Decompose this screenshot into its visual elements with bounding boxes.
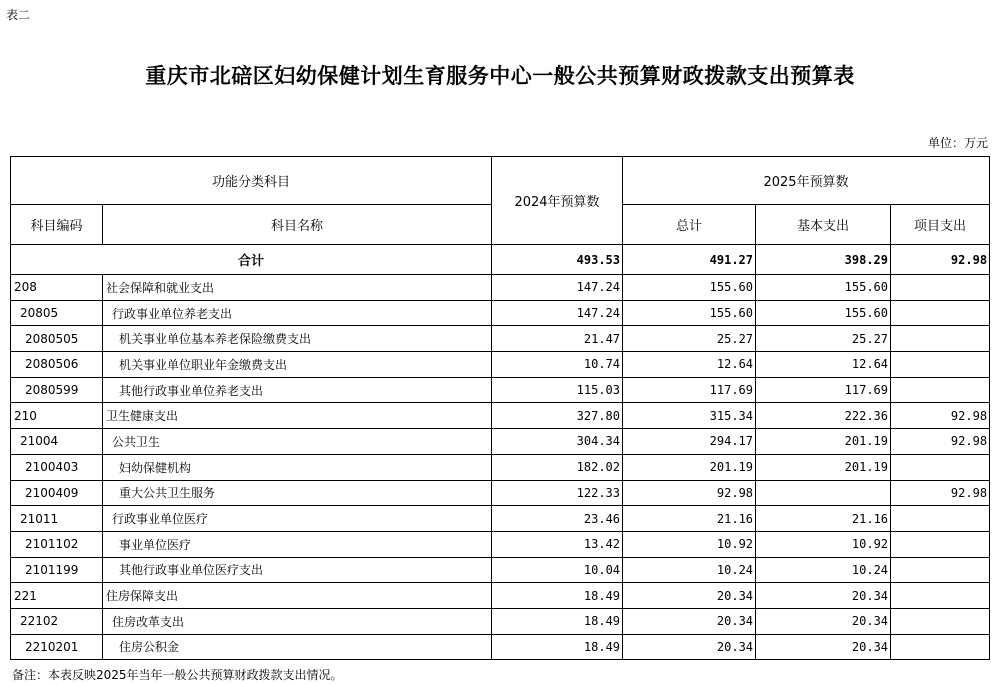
table-row <box>11 634 990 660</box>
basic-expense-cell <box>756 480 891 506</box>
budget-2024-cell: 147.24 <box>492 300 623 326</box>
subject-name-cell: 公共卫生 <box>103 429 492 455</box>
subject-code-cell: 2080505 <box>11 326 103 352</box>
total-project: 92.98 <box>891 245 990 275</box>
table-number-label: 表二 <box>6 8 31 22</box>
total-label: 合计 <box>11 245 492 275</box>
subject-code-cell: 2100403 <box>11 454 103 480</box>
total-cell: 315.34 <box>623 403 756 429</box>
subject-name-cell: 住房公积金 <box>103 634 492 660</box>
total-cell: 155.60 <box>623 300 756 326</box>
total-cell: 20.34 <box>623 608 756 634</box>
project-expense-cell <box>891 608 990 634</box>
budget-2024-cell: 147.24 <box>492 275 623 301</box>
project-expense-cell <box>891 326 990 352</box>
project-expense-cell <box>891 531 990 557</box>
project-expense-cell <box>891 275 990 301</box>
subject-name-cell: 行政事业单位医疗 <box>103 506 492 532</box>
budget-2024-cell: 18.49 <box>492 583 623 609</box>
project-expense-cell <box>891 583 990 609</box>
table-row <box>11 429 990 455</box>
subject-name-cell: 其他行政事业单位养老支出 <box>103 377 492 403</box>
subject-code-cell: 21011 <box>11 506 103 532</box>
basic-expense-cell: 20.34 <box>756 634 891 660</box>
budget-table <box>10 156 990 660</box>
table-row <box>11 608 990 634</box>
project-expense-cell <box>891 634 990 660</box>
total-cell: 25.27 <box>623 326 756 352</box>
project-expense-header: 项目支出 <box>891 205 990 245</box>
subject-name-cell: 妇幼保健机构 <box>103 454 492 480</box>
budget-2024-header: 2024年预算数 <box>492 157 623 245</box>
budget-2024-cell: 10.74 <box>492 352 623 378</box>
subject-name-cell: 住房改革支出 <box>103 608 492 634</box>
budget-2024-cell: 10.04 <box>492 557 623 583</box>
subject-code-cell: 221 <box>11 583 103 609</box>
subject-code-cell: 2210201 <box>11 634 103 660</box>
table-row <box>11 531 990 557</box>
table-row <box>11 403 990 429</box>
subject-name-cell: 社会保障和就业支出 <box>103 275 492 301</box>
table-row <box>11 377 990 403</box>
subject-code-cell: 21004 <box>11 429 103 455</box>
table-row <box>11 352 990 378</box>
project-expense-cell <box>891 300 990 326</box>
total-cell: 20.34 <box>623 634 756 660</box>
budget-2024-cell: 18.49 <box>492 634 623 660</box>
footnote: 备注：本表反映2025年当年一般公共预算财政拨款支出情况。 <box>12 668 343 682</box>
subject-code-cell: 208 <box>11 275 103 301</box>
budget-2024-cell: 327.80 <box>492 403 623 429</box>
budget-2025-header: 2025年预算数 <box>623 157 990 205</box>
total-total: 491.27 <box>623 245 756 275</box>
subject-code-cell: 20805 <box>11 300 103 326</box>
total-cell: 10.24 <box>623 557 756 583</box>
basic-expense-cell: 10.24 <box>756 557 891 583</box>
unit-label: 单位：万元 <box>927 136 988 150</box>
functional-category-header: 功能分类科目 <box>11 157 492 205</box>
budget-2024-cell: 115.03 <box>492 377 623 403</box>
subject-code-cell: 210 <box>11 403 103 429</box>
budget-2024-cell: 182.02 <box>492 454 623 480</box>
subject-name-cell: 行政事业单位养老支出 <box>103 300 492 326</box>
total-cell: 12.64 <box>623 352 756 378</box>
basic-expense-cell: 20.34 <box>756 583 891 609</box>
subject-name-cell: 事业单位医疗 <box>103 531 492 557</box>
basic-expense-header: 基本支出 <box>756 205 891 245</box>
basic-expense-cell: 20.34 <box>756 608 891 634</box>
subject-name-cell: 住房保障支出 <box>103 583 492 609</box>
project-expense-cell <box>891 454 990 480</box>
total-cell: 294.17 <box>623 429 756 455</box>
subject-code-cell: 2080599 <box>11 377 103 403</box>
subject-name-header: 科目名称 <box>103 205 492 245</box>
total-cell: 92.98 <box>623 480 756 506</box>
basic-expense-cell: 117.69 <box>756 377 891 403</box>
subject-name-cell: 重大公共卫生服务 <box>103 480 492 506</box>
table-row <box>11 583 990 609</box>
basic-expense-cell: 21.16 <box>756 506 891 532</box>
budget-2024-cell: 304.34 <box>492 429 623 455</box>
subject-code-cell: 2101199 <box>11 557 103 583</box>
project-expense-cell <box>891 377 990 403</box>
subject-name-cell: 其他行政事业单位医疗支出 <box>103 557 492 583</box>
total-cell: 117.69 <box>623 377 756 403</box>
table-row <box>11 454 990 480</box>
table-row <box>11 557 990 583</box>
table-row <box>11 480 990 506</box>
subject-name-cell: 卫生健康支出 <box>103 403 492 429</box>
total-cell: 201.19 <box>623 454 756 480</box>
basic-expense-cell: 25.27 <box>756 326 891 352</box>
total-cell: 21.16 <box>623 506 756 532</box>
budget-2024-cell: 122.33 <box>492 480 623 506</box>
table-row <box>11 506 990 532</box>
basic-expense-cell: 201.19 <box>756 429 891 455</box>
total-cell: 10.92 <box>623 531 756 557</box>
basic-expense-cell: 155.60 <box>756 275 891 301</box>
subject-name-cell: 机关事业单位职业年金缴费支出 <box>103 352 492 378</box>
subject-name-cell: 机关事业单位基本养老保险缴费支出 <box>103 326 492 352</box>
budget-2024-cell: 13.42 <box>492 531 623 557</box>
project-expense-cell <box>891 557 990 583</box>
project-expense-cell <box>891 352 990 378</box>
budget-2024-cell: 18.49 <box>492 608 623 634</box>
total-header: 总计 <box>623 205 756 245</box>
table-row <box>11 326 990 352</box>
basic-expense-cell: 12.64 <box>756 352 891 378</box>
basic-expense-cell: 155.60 <box>756 300 891 326</box>
total-cell: 20.34 <box>623 583 756 609</box>
total-row <box>11 245 990 275</box>
subject-code-cell: 2080506 <box>11 352 103 378</box>
total-b2024: 493.53 <box>492 245 623 275</box>
subject-code-cell: 2100409 <box>11 480 103 506</box>
basic-expense-cell: 10.92 <box>756 531 891 557</box>
table-row <box>11 275 990 301</box>
page-title: 重庆市北碚区妇幼保健计划生育服务中心一般公共预算财政拨款支出预算表 <box>145 63 855 88</box>
budget-2024-cell: 23.46 <box>492 506 623 532</box>
basic-expense-cell: 201.19 <box>756 454 891 480</box>
budget-2024-cell: 21.47 <box>492 326 623 352</box>
subject-code-cell: 2101102 <box>11 531 103 557</box>
table-row <box>11 300 990 326</box>
project-expense-cell: 92.98 <box>891 403 990 429</box>
project-expense-cell <box>891 506 990 532</box>
project-expense-cell: 92.98 <box>891 480 990 506</box>
basic-expense-cell: 222.36 <box>756 403 891 429</box>
subject-code-cell: 22102 <box>11 608 103 634</box>
project-expense-cell: 92.98 <box>891 429 990 455</box>
subject-code-header: 科目编码 <box>11 205 103 245</box>
total-basic: 398.29 <box>756 245 891 275</box>
total-cell: 155.60 <box>623 275 756 301</box>
